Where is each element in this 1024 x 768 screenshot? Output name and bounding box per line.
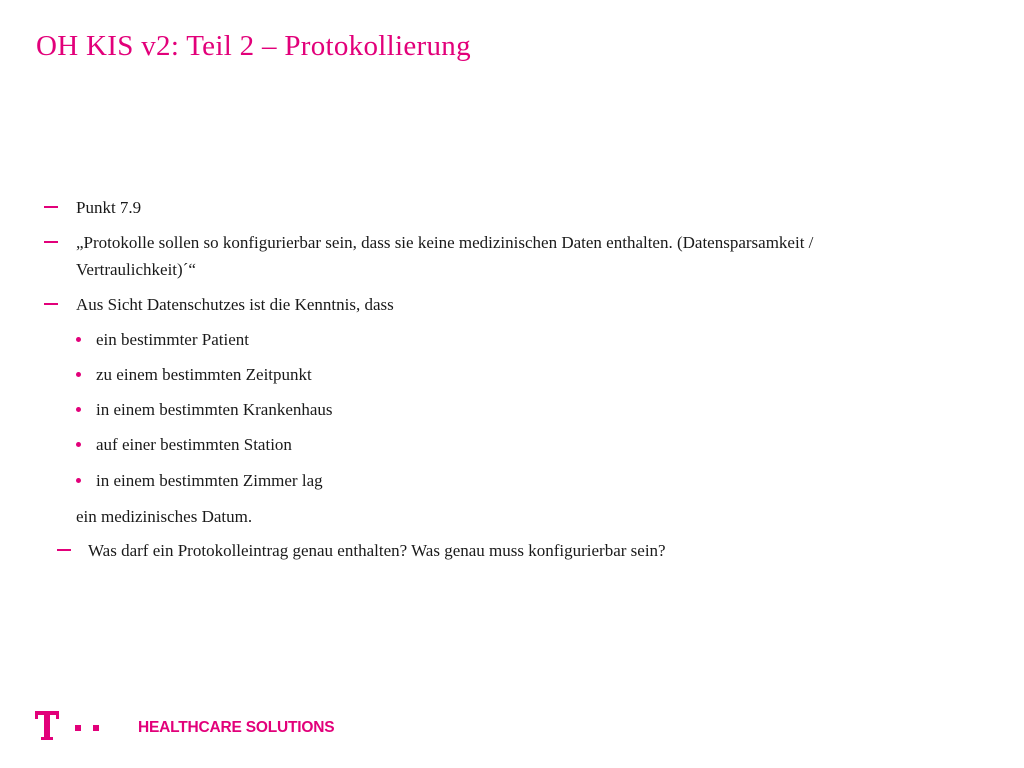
- sub-bullet-item: ein bestimmter Patient: [96, 330, 249, 349]
- slide-title: OH KIS v2: Teil 2 – Protokollierung: [36, 30, 471, 62]
- dot-bullet-marker: [76, 407, 81, 412]
- bullet-continuation: ein medizinisches Datum.: [76, 507, 253, 526]
- bullet-item: Was darf ein Protokolleintrag genau enthalten? Was genau muss konfigurierbar sein?: [88, 541, 666, 560]
- footer-brand: HEALTHCARE SOLUTIONS: [138, 719, 335, 736]
- dash-bullet-marker: [44, 303, 58, 305]
- dot-bullet-marker: [76, 372, 81, 377]
- bullet-item: Punkt 7.9: [76, 198, 142, 217]
- sub-bullet-item: zu einem bestimmten Zeitpunkt: [96, 365, 312, 384]
- dot-bullet-marker: [76, 442, 81, 447]
- dot-bullet-marker: [76, 337, 81, 342]
- dot-bullet-marker: [76, 478, 81, 483]
- dash-bullet-marker: [44, 241, 58, 243]
- sub-bullet-item: in einem bestimmten Zimmer lag: [96, 471, 323, 490]
- sub-bullet-item: in einem bestimmten Krankenhaus: [96, 400, 333, 419]
- bullet-item: Aus Sicht Datenschutzes ist die Kenntnis, dass: [76, 295, 394, 314]
- telekom-logo-icon: [35, 710, 105, 749]
- dash-bullet-marker: [44, 206, 58, 208]
- sub-bullet-item: auf einer bestimmten Station: [96, 435, 292, 454]
- bullet-item-continuation: Vertraulichkeit)´“: [76, 260, 196, 279]
- bullet-item: „Protokolle sollen so konfigurierbar sein, dass sie keine medizinischen Daten enthalten. (Datensparsamkeit /: [76, 233, 814, 252]
- dash-bullet-marker: [57, 549, 71, 551]
